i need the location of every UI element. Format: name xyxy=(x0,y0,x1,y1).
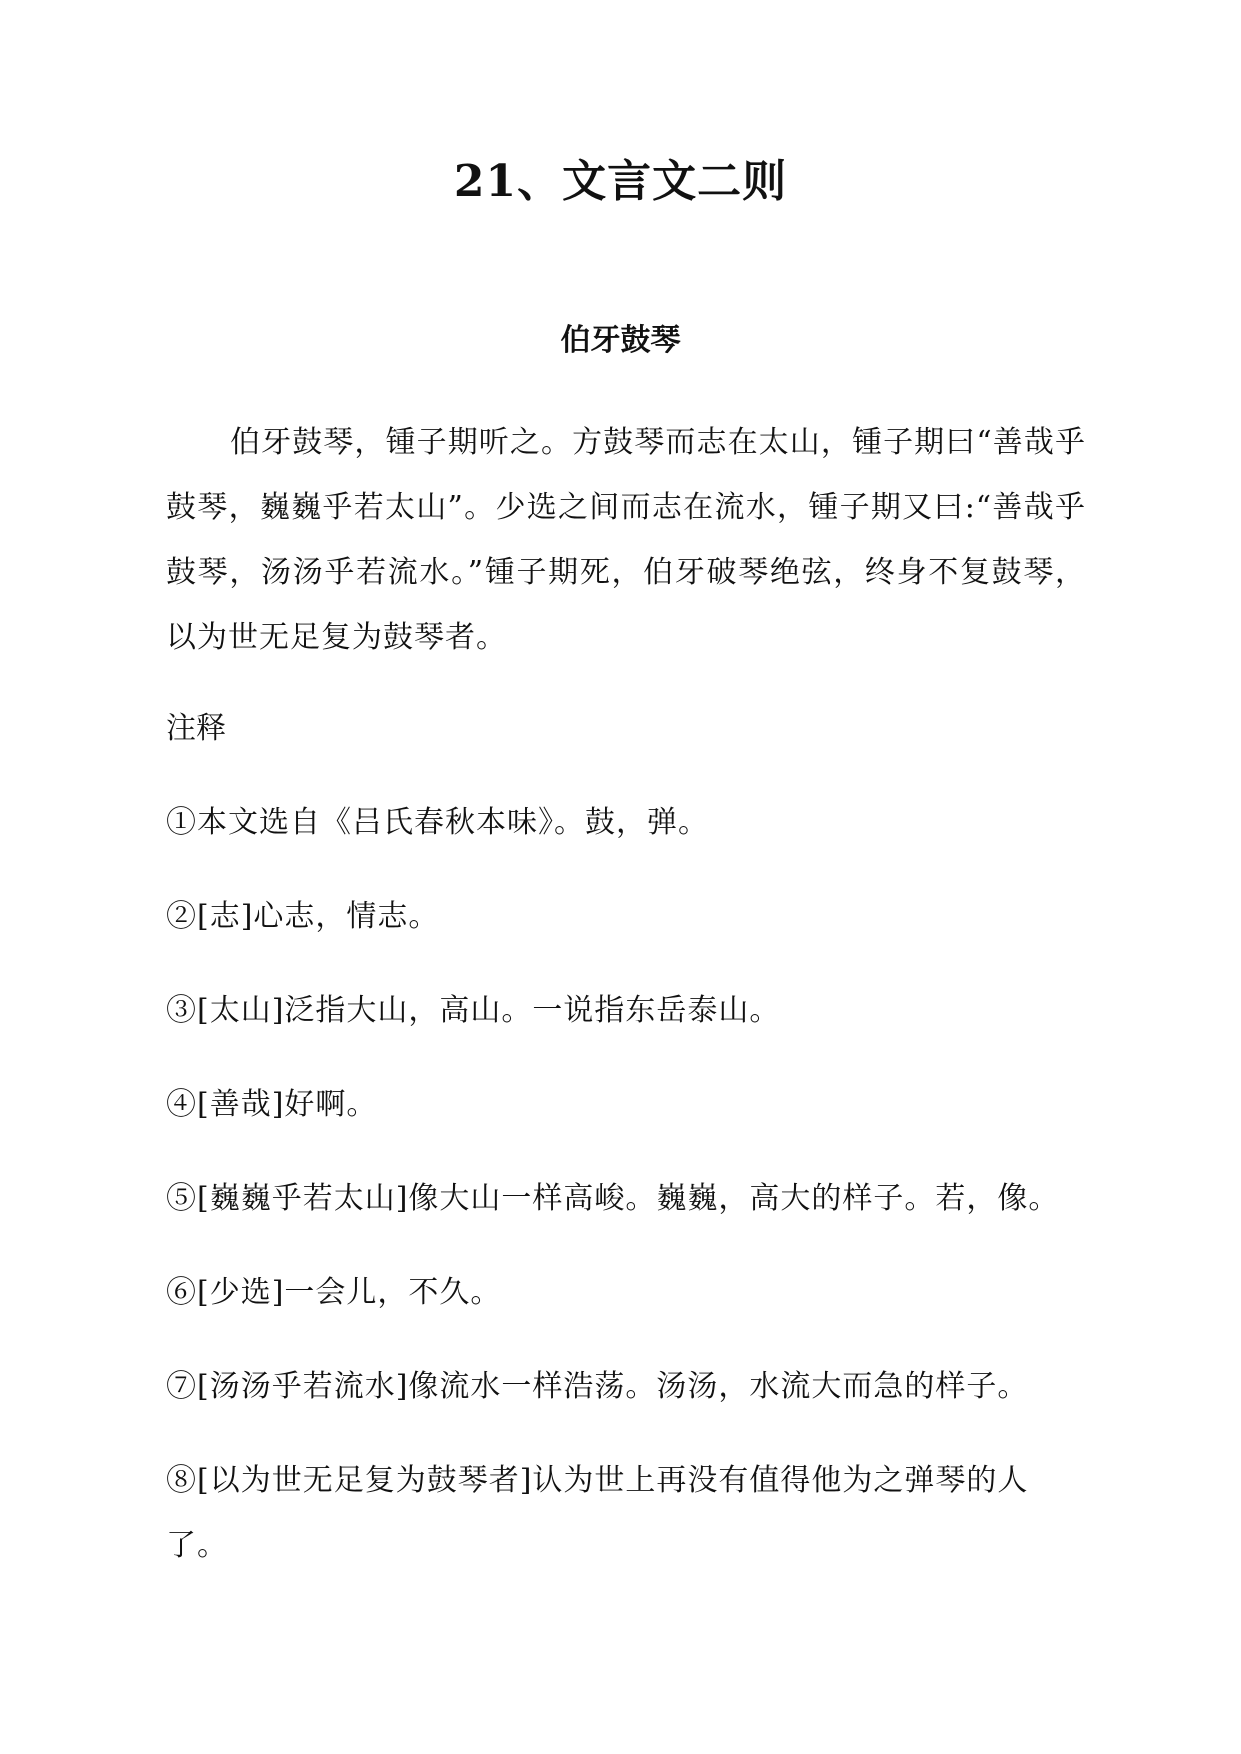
note-item-4: ④[善哉]好啊。 xyxy=(166,1087,378,1122)
note-item-6: ⑥[少选]一会儿，不久。 xyxy=(166,1275,502,1310)
notes-heading: 注释 xyxy=(166,711,226,746)
body-paragraph: 伯牙鼓琴，锺子期听之。方鼓琴而志在太山，锺子期曰“善哉乎鼓琴，巍巍乎若太山”。少选之间而志在流水，锺子期又曰:“善哉乎鼓琴，汤汤乎若流水。”锺子期死，伯牙破琴绝弦，终身不复鼓琴，以为世无足复为鼓琴者。 xyxy=(166,425,1086,655)
note-item-1: ①本文选自《吕氏春秋本味》。鼓，弹。 xyxy=(166,805,709,840)
note-item-2: ②[志]心志，情志。 xyxy=(166,899,440,934)
note-item-3: ③[太山]泛指大山，高山。一说指东岳泰山。 xyxy=(166,993,781,1028)
page-title: 21、文言文二则 xyxy=(453,156,788,207)
note-item-5: ⑤[巍巍乎若太山]像大山一样高峻。巍巍，高大的样子。若，像。 xyxy=(166,1181,1060,1216)
document-content xyxy=(166,410,1086,1578)
note-item-8: ⑧[以为世无足复为鼓琴者]认为世上再没有值得他为之弹琴的人了。 xyxy=(166,1463,1029,1563)
section-title: 伯牙鼓琴 xyxy=(560,323,681,358)
note-item-7: ⑦[汤汤乎若流水]像流水一样浩荡。汤汤，水流大而急的样子。 xyxy=(166,1369,1029,1404)
